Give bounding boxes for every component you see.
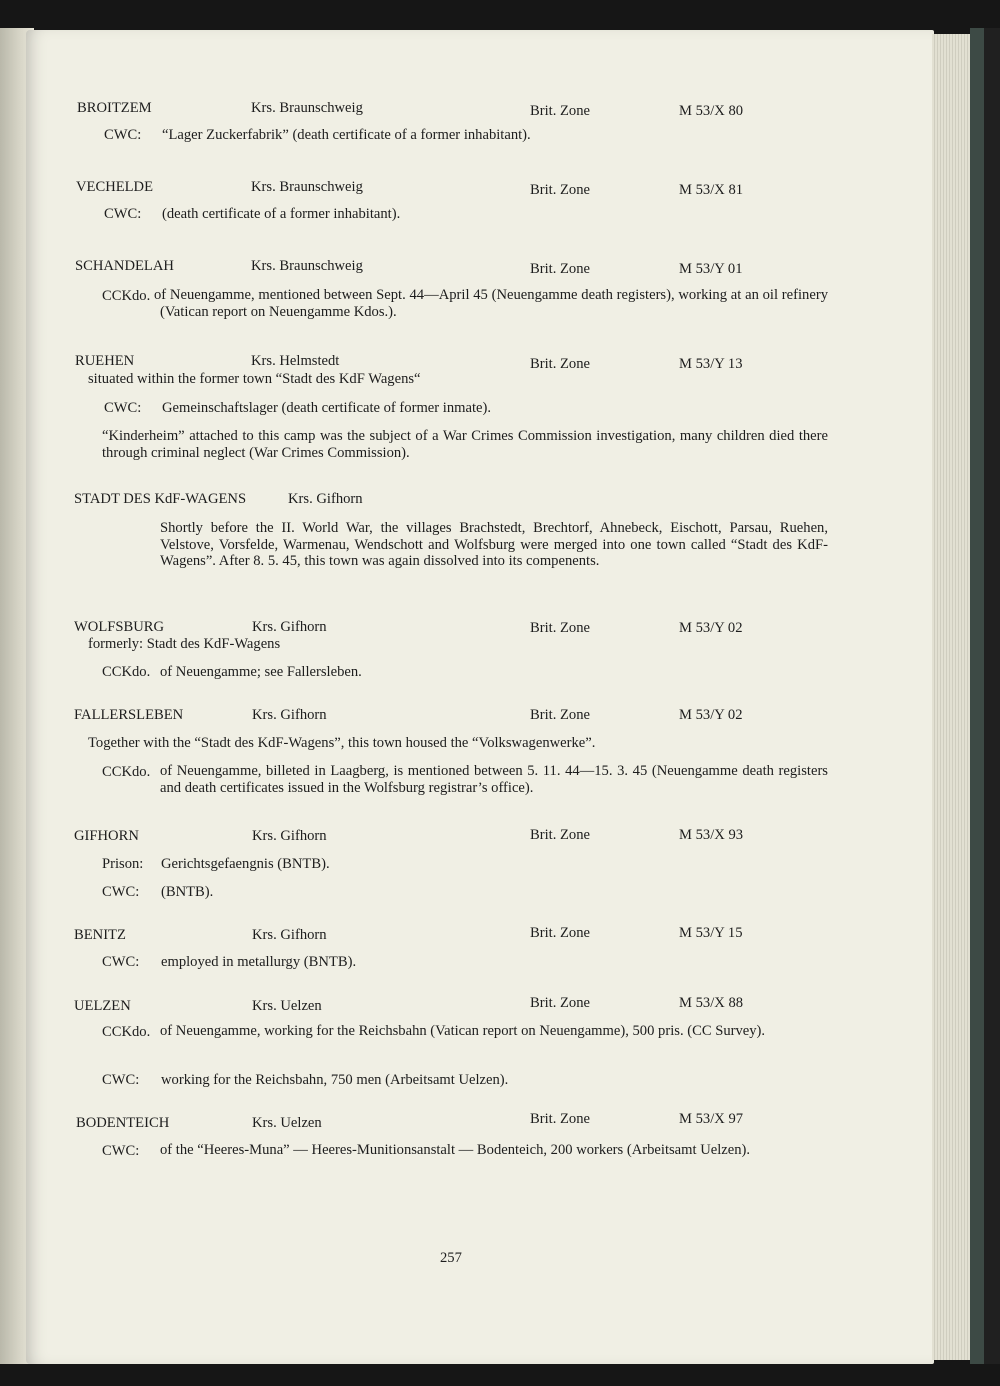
- entry-grid: M 53/Y 13: [679, 356, 743, 372]
- entry-label: CWC:: [102, 1143, 140, 1159]
- entry-label: CCKdo.: [102, 1024, 151, 1040]
- entry-grid: M 53/X 80: [679, 103, 744, 119]
- entry-text: “Lager Zuckerfabrik” (death certificate of a former inhabitant).: [162, 127, 531, 143]
- entry-zone: Brit. Zone: [530, 925, 590, 941]
- cover-shadow: [984, 28, 1000, 1364]
- entry-grid: M 53/X 97: [679, 1111, 744, 1127]
- entry-text: of Neuengamme, working for the Reichsbahn (Vatican report on Neuengamme), 500 pris. (CC Survey).: [160, 1023, 766, 1039]
- entry-text: of Neuengamme, mentioned between Sept. 44—April 45 (Neuengamme death registers), working at an oil refinery (Vatican report on Neuengamme Kdos.).: [154, 287, 828, 320]
- entry-text: Gemeinschaftslager (death certificate of former inmate).: [162, 400, 492, 416]
- entry-text: Gerichtsgefaengnis (BNTB).: [161, 856, 330, 872]
- entry-district: Krs. Uelzen: [252, 998, 322, 1014]
- entry-label: CWC:: [102, 1072, 140, 1088]
- entry-text: of the “Heeres-Muna” — Heeres-Munitionsanstalt — Bodenteich, 200 workers (Arbeitsamt Uelzen).: [160, 1142, 751, 1158]
- entry-label: CWC:: [104, 400, 142, 416]
- entry-place: VECHELDE: [76, 179, 154, 195]
- entry-text: (death certificate of a former inhabitant).: [162, 206, 401, 222]
- entry-note: formerly: Stadt des KdF-Wagens: [88, 636, 281, 652]
- entry-paragraph: Shortly before the II. World War, the villages Brachstedt, Brechtorf, Ahnebeck, Eischott, Parsau, Ruehen, Velstove, Vorsfelde, Warmenau, Wendschott and Wolfsburg were merged into one town called “Stadt des KdF-Wagens”. After 8. 5. 45, this town was again dissolved into its compenents.: [160, 520, 828, 569]
- entry-district: Krs. Braunschweig: [251, 179, 363, 195]
- entry-district: Krs. Braunschweig: [251, 100, 363, 116]
- entry-text: of Neuengamme; see Fallersleben.: [160, 664, 362, 680]
- entry-place: UELZEN: [74, 998, 131, 1014]
- entry-zone: Brit. Zone: [530, 707, 590, 723]
- entry-zone: Brit. Zone: [530, 356, 590, 372]
- entry-zone: Brit. Zone: [530, 995, 590, 1011]
- entry-grid: M 53/X 88: [679, 995, 744, 1011]
- entry-label: CWC:: [104, 206, 142, 222]
- entry-place: SCHANDELAH: [75, 258, 174, 274]
- entry-place: FALLERSLEBEN: [74, 707, 184, 723]
- entry-grid: M 53/Y 15: [679, 925, 743, 941]
- entry-place: BODENTEICH: [76, 1115, 170, 1131]
- entry-paragraph: “Kinderheim” attached to this camp was the subject of a War Crimes Commission investigation, many children died there through criminal neglect (War Crimes Commission).: [102, 428, 828, 461]
- entry-label: CWC:: [104, 127, 142, 143]
- book-cover: [970, 28, 984, 1364]
- entry-text: of Neuengamme, billeted in Laagberg, is mentioned between 5. 11. 44—15. 3. 45 (Neuengamme death registers and death certificates issued in the Wolfsburg registrar’s office).: [160, 763, 828, 796]
- entry-label: CWC:: [102, 954, 140, 970]
- entry-zone: Brit. Zone: [530, 103, 590, 119]
- entry-district: Krs. Gifhorn: [252, 828, 327, 844]
- entry-place: BENITZ: [74, 927, 126, 943]
- entry-grid: M 53/X 81: [679, 182, 744, 198]
- entry-grid: M 53/X 93: [679, 827, 744, 843]
- entry-district: Krs. Braunschweig: [251, 258, 363, 274]
- entry-label: CCKdo.: [102, 764, 151, 780]
- entry-place: STADT DES KdF-WAGENS: [74, 491, 247, 507]
- page-number: 257: [440, 1250, 462, 1266]
- entry-zone: Brit. Zone: [530, 1111, 590, 1127]
- entry-district: Krs. Helmstedt: [251, 353, 340, 369]
- page-stack-edges: [932, 34, 972, 1360]
- entry-place: GIFHORN: [74, 828, 139, 844]
- entry-place: RUEHEN: [75, 353, 135, 369]
- entry-zone: Brit. Zone: [530, 620, 590, 636]
- entry-district: Krs. Gifhorn: [252, 927, 327, 943]
- entry-text: (BNTB).: [161, 884, 214, 900]
- entry-grid: M 53/Y 01: [679, 261, 743, 277]
- entry-place: WOLFSBURG: [74, 619, 165, 635]
- entry-zone: Brit. Zone: [530, 182, 590, 198]
- entry-note: Together with the “Stadt des KdF-Wagens”, this town housed the “Volkswagenwerke”.: [88, 735, 596, 751]
- entry-text: employed in metallurgy (BNTB).: [161, 954, 357, 970]
- entry-label: CCKdo.: [102, 288, 151, 304]
- book-page: [26, 30, 934, 1364]
- entry-zone: Brit. Zone: [530, 827, 590, 843]
- entry-label: Prison:: [102, 856, 144, 872]
- entry-place: BROITZEM: [77, 100, 152, 116]
- entry-label: CCKdo.: [102, 664, 151, 680]
- entry-text: working for the Reichsbahn, 750 men (Arbeitsamt Uelzen).: [161, 1072, 509, 1088]
- entry-label: CWC:: [102, 884, 140, 900]
- entry-note: situated within the former town “Stadt des KdF Wagens“: [88, 371, 421, 387]
- entry-grid: M 53/Y 02: [679, 707, 743, 723]
- entry-district: Krs. Gifhorn: [252, 619, 327, 635]
- entry-grid: M 53/Y 02: [679, 620, 743, 636]
- entry-district: Krs. Gifhorn: [252, 707, 327, 723]
- entry-district: Krs. Gifhorn: [288, 491, 363, 507]
- entry-district: Krs. Uelzen: [252, 1115, 322, 1131]
- entry-zone: Brit. Zone: [530, 261, 590, 277]
